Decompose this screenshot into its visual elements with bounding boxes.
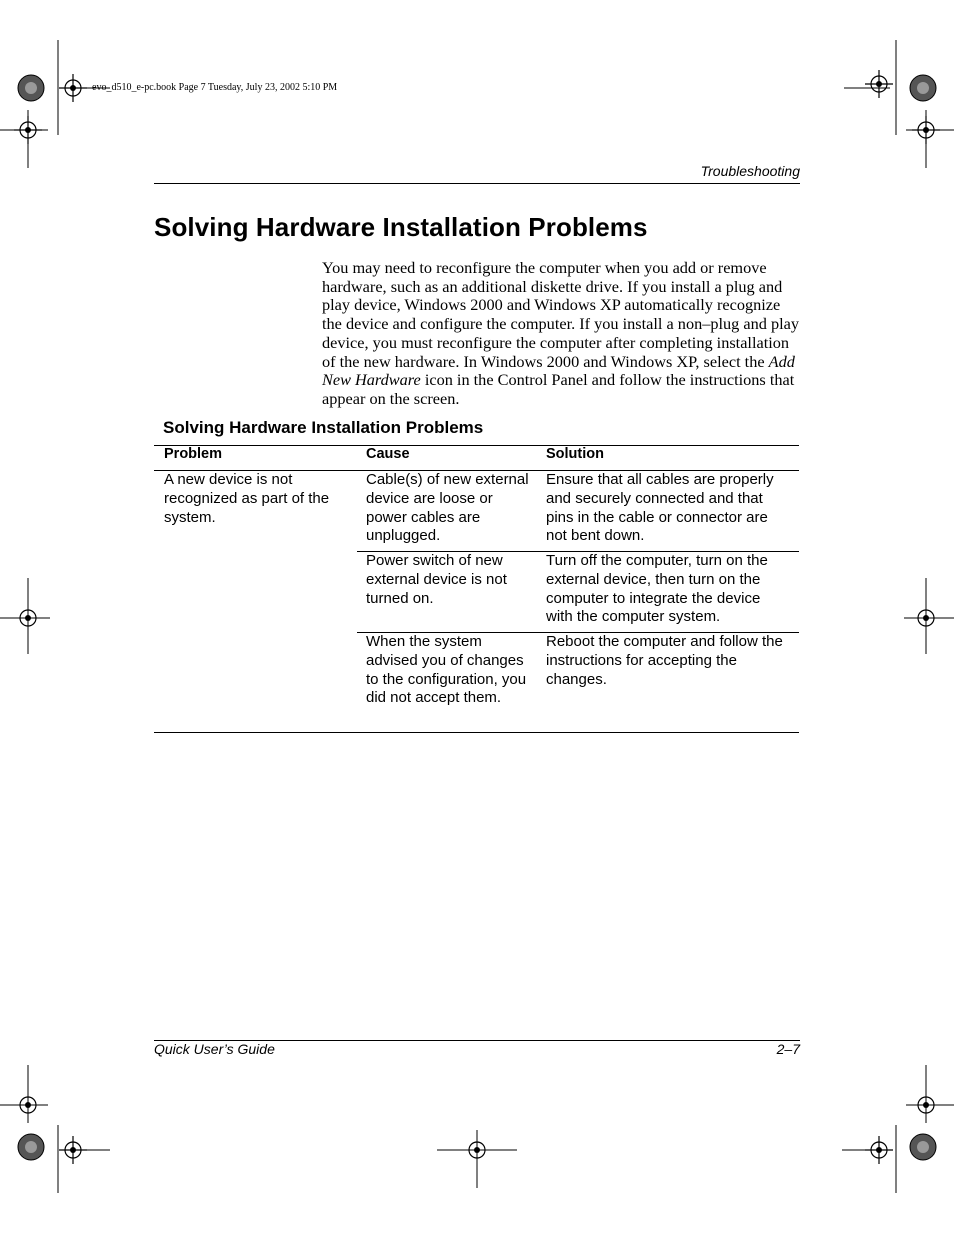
crop-mark-bottom-center bbox=[437, 1130, 517, 1190]
table-top-rule bbox=[154, 445, 799, 446]
header-problem: Problem bbox=[164, 446, 223, 462]
table-caption: Solving Hardware Installation Problems bbox=[163, 418, 484, 437]
intro-paragraph bbox=[322, 259, 802, 409]
crop-mark-middle-left bbox=[0, 578, 60, 658]
crop-mark-middle-right bbox=[894, 578, 954, 658]
cause-cell: When the system advised you of changes to the configuration, you did not accept them. bbox=[366, 633, 527, 707]
crop-mark-bottom-left bbox=[0, 1065, 120, 1235]
solution-cell: Turn off the computer, turn on the external device, then turn on the computer to integrate the device with the computer system. bbox=[546, 552, 768, 626]
header-rule bbox=[154, 183, 800, 184]
solution-cell: Reboot the computer and follow the instructions for accepting the changes. bbox=[546, 633, 783, 688]
crop-mark-top-right bbox=[834, 0, 954, 170]
book-info: evo_d510_e-pc.book Page 7 Tuesday, July 23, 2002 5:10 PM bbox=[92, 82, 338, 93]
cause-cell: Cable(s) of new external device are loose or power cables are unplugged. bbox=[366, 471, 529, 545]
header-solution: Solution bbox=[546, 446, 604, 462]
header-cause: Cause bbox=[366, 446, 410, 462]
page-title: Solving Hardware Installation Problems bbox=[154, 212, 648, 242]
crop-mark-bottom-right bbox=[834, 1065, 954, 1235]
footer-guide-title: Quick User’s Guide bbox=[154, 1041, 275, 1057]
solution-cell: Ensure that all cables are properly and securely connected and that pins in the cable or connector are not bent down. bbox=[546, 471, 774, 545]
running-head: Troubleshooting bbox=[700, 163, 800, 179]
table-bottom-rule bbox=[154, 732, 799, 733]
page-number: 2–7 bbox=[776, 1041, 800, 1057]
intro-text-emphasis: Add New Hardware bbox=[322, 351, 795, 390]
problem-cell: A new device is not recognized as part of the system. bbox=[164, 471, 330, 526]
cause-cell: Power switch of new external device is not turned on. bbox=[366, 552, 507, 607]
intro-text-before: You may need to reconfigure the computer when you add or remove hardware, such as an additional diskette drive. If you install a plug and play device, Windows 2000 and Windows XP automatically recognize the device and configure the computer. If you install a non–plug and play device, you must reconfigure the computer after completing installation of the new hardware. In Windows 2000 and Windows XP, select the bbox=[322, 258, 799, 371]
intro-text-after: icon in the Control Panel and follow the instructions that appear on the screen. bbox=[322, 370, 795, 408]
